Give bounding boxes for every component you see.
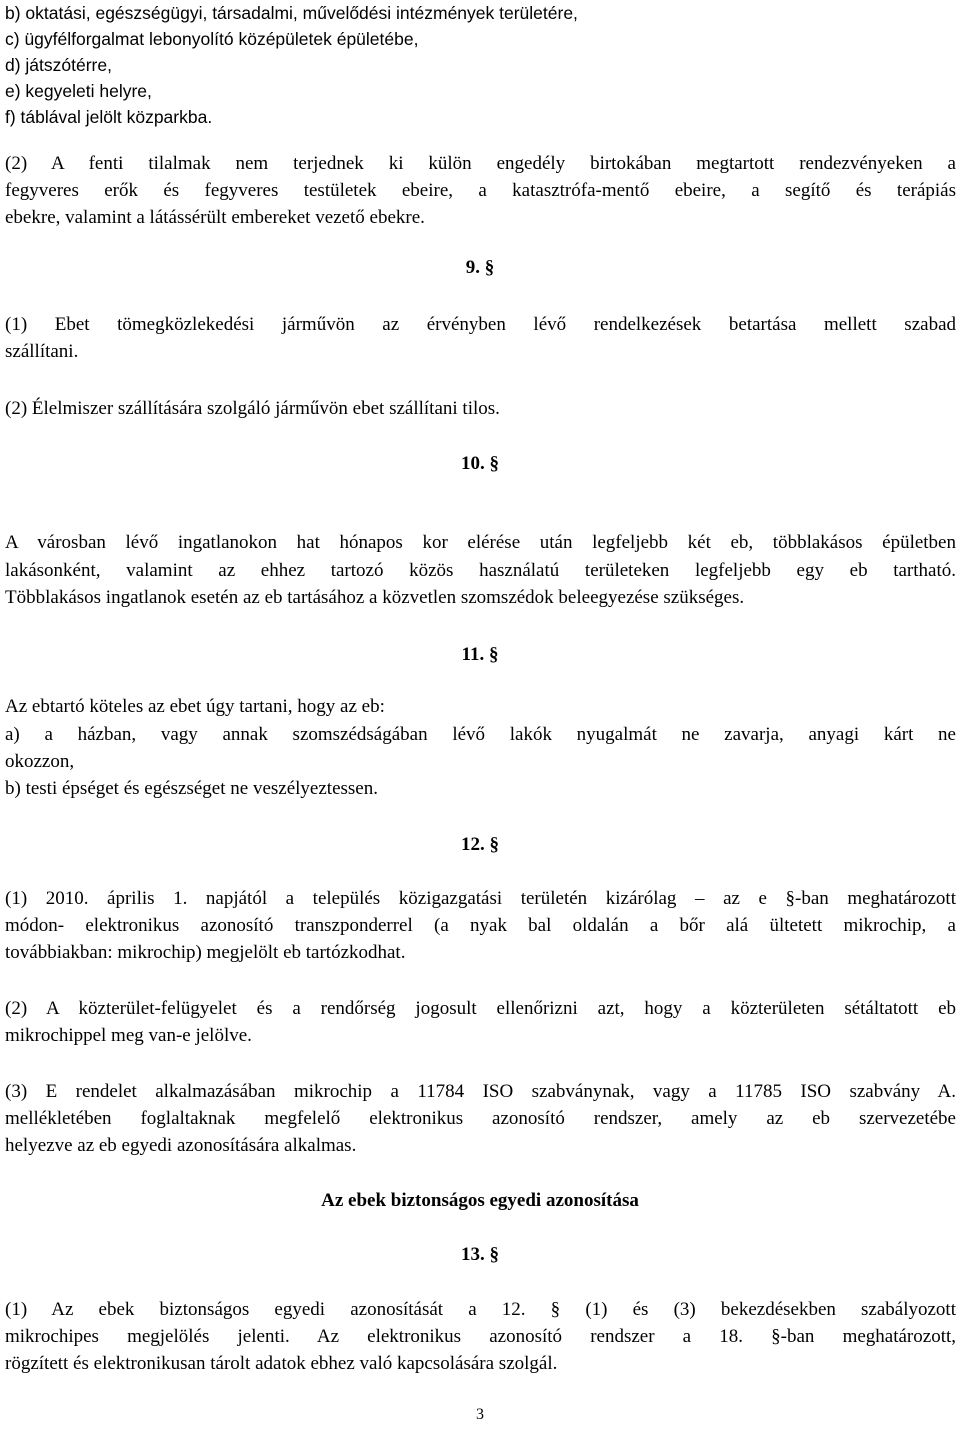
section-13-p1-line: (1) Az ebek biztonságos egyedi azonosítását a 12. § (1) és (3) bekezdésekben szabályozott: [5, 1299, 956, 1320]
section-12-p1-line: továbbiakban: mikrochip) megjelölt eb tartózkodhat.: [5, 942, 406, 963]
section-11-intro: Az ebtartó köteles az ebet úgy tartani, hogy az eb:: [5, 696, 385, 717]
list-item-b: b) oktatási, egészségügyi, társadalmi, művelődési intézmények területére,: [5, 3, 578, 23]
list-item-e: e) kegyeleti helyre,: [5, 81, 152, 101]
section-12-p2-line: mikrochippel meg van-e jelölve.: [5, 1025, 252, 1046]
section-11-item-a-line: a) a házban, vagy annak szomszédságában lévő lakók nyugalmát ne zavarja, anyagi kárt ne: [5, 724, 956, 745]
section-11-heading: 11. §: [461, 644, 499, 665]
list-item-d: d) játszótérre,: [5, 55, 112, 75]
paragraph-8-2-line: fegyveres erők és fegyveres testületek ebeire, a katasztrófa-mentő ebeire, a segítő és terápiás: [5, 180, 956, 201]
section-13-p1-line: rögzített és elektronikusan tárolt adatok ebhez való kapcsolására szolgál.: [5, 1353, 558, 1374]
section-12-p3-line: helyezve az eb egyedi azonosítására alkalmas.: [5, 1135, 357, 1156]
section-11-item-b: b) testi épséget és egészséget ne veszélyeztessen.: [5, 778, 378, 799]
section-12-p1-line: módon- elektronikus azonosító transzponderrel (a nyak bal oldalán a bőr alá ültetett mikrochip, a: [5, 915, 956, 936]
section-10-heading: 10. §: [461, 453, 499, 474]
section-9-p2: (2) Élelmiszer szállítására szolgáló járművön ebet szállítani tilos.: [5, 398, 500, 419]
section-9-p1-line: (1) Ebet tömegközlekedési járművön az érvényben lévő rendelkezések betartása mellett szabad: [5, 314, 956, 335]
section-12-p1-line: (1) 2010. április 1. napjától a település közigazgatási területén kizárólag – az e §-ban meghatározott: [5, 888, 956, 909]
page-number: 3: [476, 1406, 484, 1423]
subtitle-heading: Az ebek biztonságos egyedi azonosítása: [321, 1190, 639, 1211]
paragraph-8-2-line: (2) A fenti tilalmak nem terjednek ki külön engedély birtokában megtartott rendezvényeken a: [5, 153, 956, 174]
section-10-line: lakásonként, valamint az ehhez tartozó közös használatú területeken legfeljebb egy eb tartható.: [5, 560, 956, 581]
section-10-line: Többlakásos ingatlanok esetén az eb tartásához a közvetlen szomszédok beleegyezése szükséges.: [5, 587, 745, 608]
section-11-item-a-line: okozzon,: [5, 751, 75, 772]
section-13-p1-line: mikrochipes megjelölés jelenti. Az elektronikus azonosító rendszer a 18. §-ban meghatározott,: [5, 1326, 956, 1347]
section-9-p1-line: szállítani.: [5, 341, 79, 362]
paragraph-8-2-line: ebekre, valamint a látássérült embereket vezető ebekre.: [5, 207, 425, 228]
section-12-p2-line: (2) A közterület-felügyelet és a rendőrség jogosult ellenőrizni azt, hogy a közterületen sétáltatott eb: [5, 998, 956, 1019]
list-item-f: f) táblával jelölt közparkba.: [5, 107, 213, 127]
section-12-p3-line: (3) E rendelet alkalmazásában mikrochip a 11784 ISO szabványnak, vagy a 11785 ISO szabvány A.: [5, 1081, 956, 1102]
list-item-c: c) ügyfélforgalmat lebonyolító középületek épületébe,: [5, 29, 419, 49]
section-12-heading: 12. §: [461, 834, 499, 855]
section-13-heading: 13. §: [461, 1244, 499, 1265]
section-10-line: A városban lévő ingatlanokon hat hónapos kor elérése után legfeljebb két eb, többlakásos épületben: [5, 532, 956, 553]
section-12-p3-line: mellékletében foglaltaknak megfelelő elektronikus azonosító rendszer, amely az eb szervezetébe: [5, 1108, 956, 1129]
section-9-heading: 9. §: [465, 257, 495, 278]
